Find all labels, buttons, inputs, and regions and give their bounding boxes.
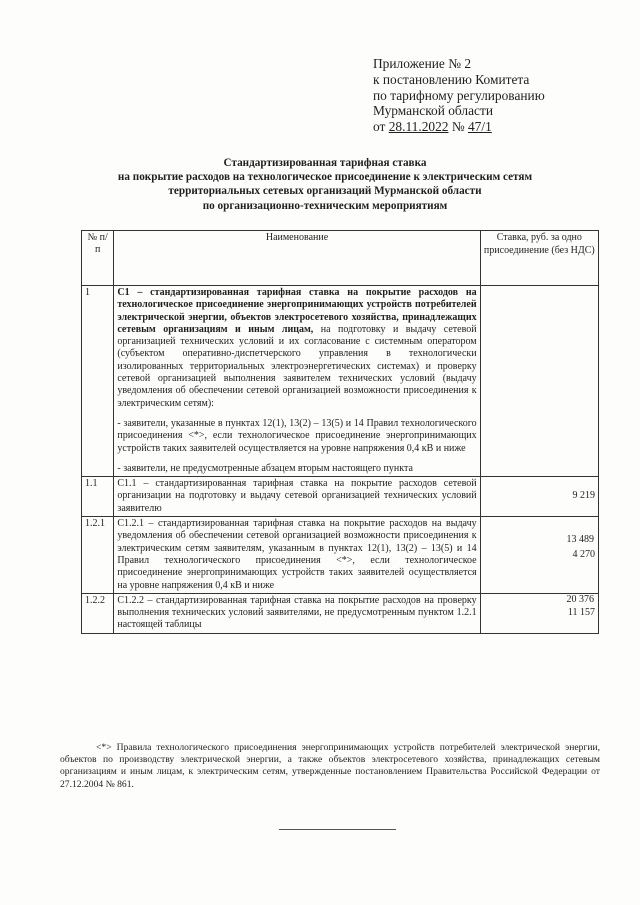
footnote: <*> Правила технологического присоединения энергопринимающих устройств потребителей электрической энергии, объектов по производству электрической энергии, а также объектов электросетевого хозяйства, принадлежащих сетевым организациям и иным лицам, к электрическим сетям, утвержденные постановлением Правительства Российской Федерации от 27.12.2004 № 861. [60, 742, 600, 790]
table-header-row [82, 231, 599, 286]
row-name: С1.1 – стандартизированная тарифная ставка на покрытие расходов сетевой организации на подготовку и выдачу сетевой организацией технических условий заявителю [114, 477, 480, 517]
document-title [60, 156, 590, 213]
header-name: Наименование [114, 231, 480, 286]
rate-value: 11 157 [480, 593, 598, 633]
row-description [117, 287, 476, 410]
row-name [114, 286, 480, 477]
row-num: 1.2.2 [82, 593, 114, 633]
title-line: по организационно-техническим мероприятиям [202, 199, 448, 212]
appendix-line: по тарифному регулированию [373, 87, 545, 103]
appendix-line: Мурманской области [373, 103, 493, 119]
row-lead-text: С1 – стандартизированная тарифная ставка на покрытие расходов на технологическое присоединение энергопринимающих устройств потребителей электрической энергии, объектов электросетевого хозяйства, принадлежащих сетевым организациям и иным лицам, [117, 287, 477, 335]
title-line: территориальных сетевых организаций Мурманской области [168, 185, 482, 198]
resolution-number: 47/1 [467, 119, 492, 135]
number-prefix: № [448, 119, 468, 135]
row-num: 1 [82, 286, 114, 477]
row-body-text: на подготовку и выдачу сетевой организацией технических условий и их согласование с системным оператором (субъектом оперативно-диспетчерского управления в технологически изолированных территориальных электроэнергетических системах) и проверку сетевой организацией выполнения заявителем технических условий (выдачу уведомления об обеспечении сетевой организацией возможности присоединения к электрическим сетям): [117, 323, 477, 409]
title-line: на покрытие расходов на технологическое присоединение к электрическим сетям [117, 171, 533, 184]
table-row [82, 593, 599, 633]
resolution-date: 28.11.2022 [388, 119, 449, 135]
table-row [82, 286, 599, 477]
rate-value: 20 376 [566, 594, 594, 605]
closing-rule [279, 829, 396, 830]
rates-table [81, 230, 599, 634]
rate-value: 4 270 [480, 517, 598, 594]
date-prefix: от [373, 119, 389, 135]
appendix-date-line [373, 119, 613, 135]
row-name: С1.2.1 – стандартизированная тарифная ставка на покрытие расходов на выдачу уведомления об обеспечении сетевой организацией возможности присоединения к электрическим сетям заявителям, указанным в пунктах 12(1), 13(2) – 13(5) и 14 Правил технологического присоединения <*>, если технологическое присоединение энергопринимающих устройств таких заявителей осуществляется на уровне напряжения 0,4 кВ и ниже [114, 517, 480, 594]
rate-value: 13 489 [566, 534, 594, 545]
title-line: Стандартизированная тарифная ставка [223, 157, 427, 169]
table-row [82, 477, 599, 517]
row-name: С1.2.2 – стандартизированная тарифная ставка на покрытие расходов на проверку выполнения технических условий заявителями, не предусмотренным пунктом 1.2.1 настоящей таблицы [114, 593, 480, 633]
header-rate: Ставка, руб. за одно присоединение (без НДС) [480, 231, 598, 286]
rate-value: 9 219 [480, 477, 598, 517]
sub-item-text: - заявители, указанные в пунктах 12(1), 13(2) – 13(5) и 14 Правил технологического присоединения <*>, если технологическое присоединение энергопринимающих устройств таких заявителей осуществляется на уровне напряжения 0,4 кВ и ниже [117, 417, 477, 454]
appendix-block [373, 56, 613, 135]
appendix-line: к постановлению Комитета [373, 71, 530, 87]
table-row [82, 517, 599, 594]
row-num: 1.1 [82, 477, 114, 517]
appendix-line: Приложение № 2 [373, 56, 472, 71]
row-num: 1.2.1 [82, 517, 114, 594]
sub-item-text: - заявители, не предусмотренные абзацем вторым настоящего пункта [117, 462, 413, 474]
header-num: № п/п [82, 231, 114, 286]
